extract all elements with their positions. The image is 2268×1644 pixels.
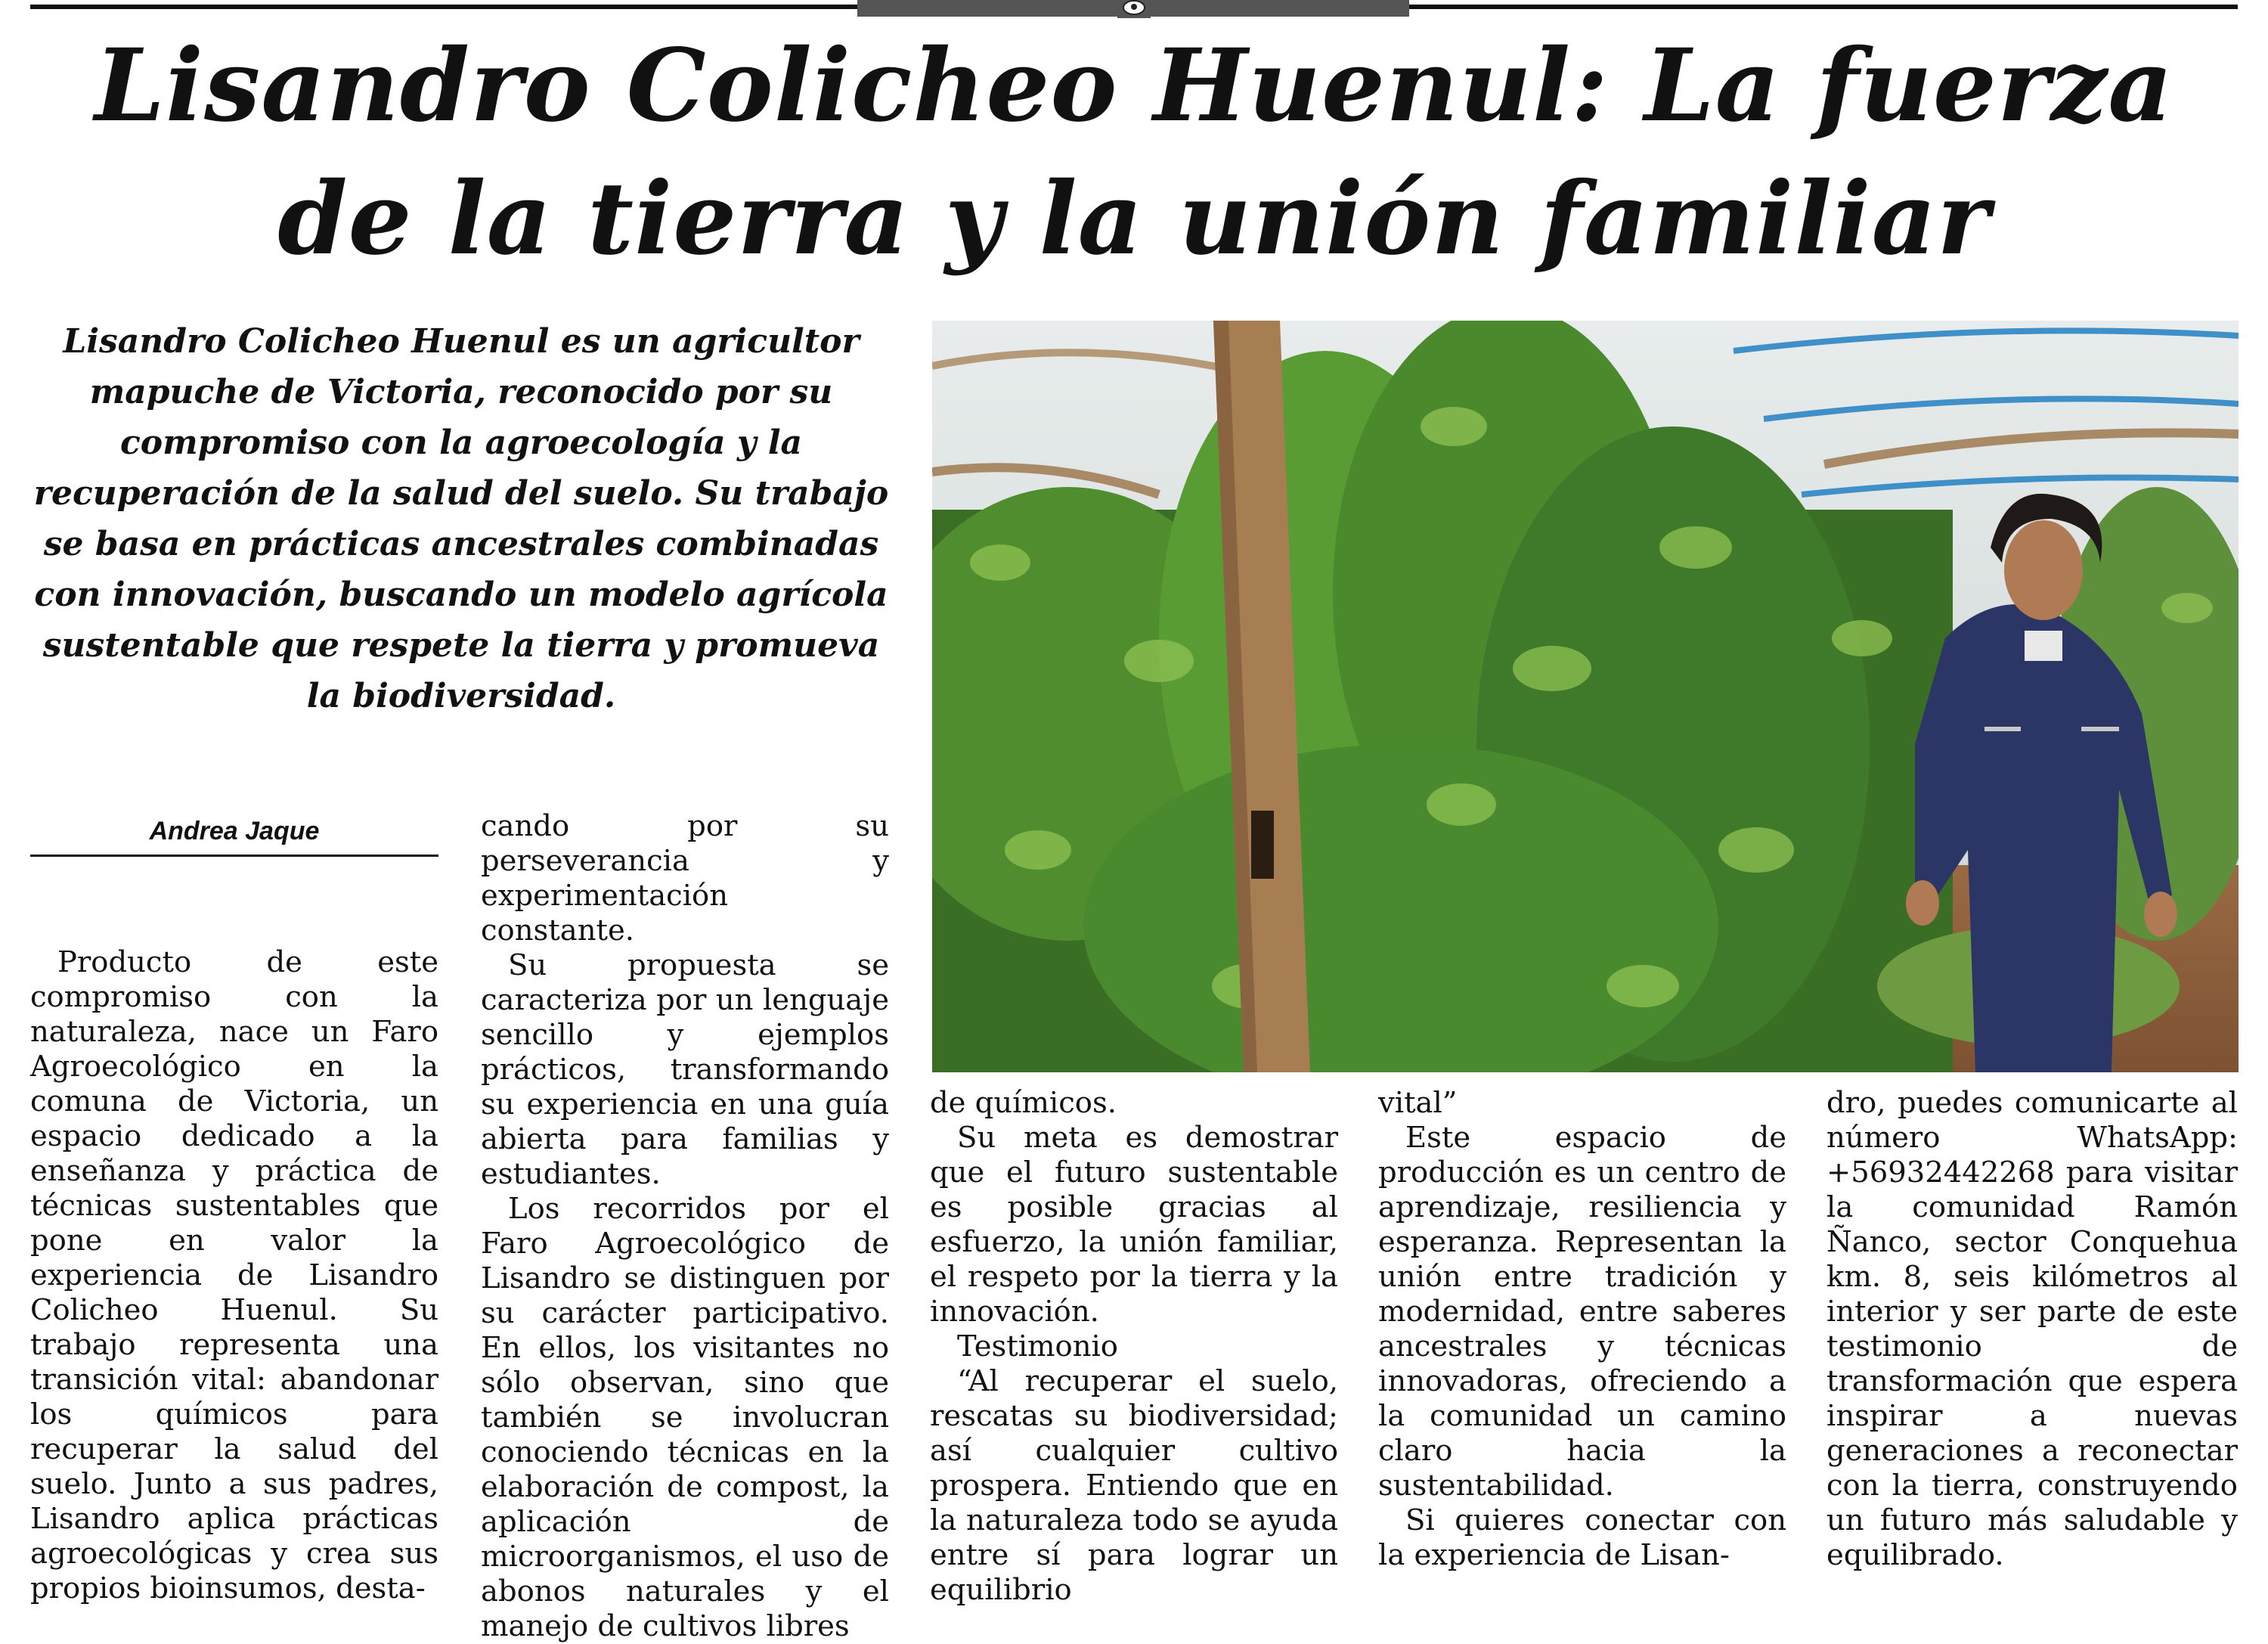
- body-column-4: [1378, 1086, 1786, 1573]
- paragraph: Su meta es demostrar que el futuro sustentable es posible gracias al esfuerzo, la unión familiar, el respeto por la tierra y la innovación.: [930, 1121, 1338, 1329]
- body-column-5: [1826, 1086, 2238, 1573]
- headline-line-1: Lisandro Colicheo Huenul: La fuerza: [94, 27, 2174, 144]
- byline-rule: [30, 855, 438, 857]
- paragraph: dro, puedes comunicarte al número WhatsApp: +56932442268 para visitar la comunidad Ramón Ñanco, sector Conquehua km. 8, seis kilómetros al interior y ser parte de este testimonio de transformación que espera inspirar a nuevas generaciones a reconectar con la tierra, construyendo un futuro más saludable y equilibrado.: [1826, 1086, 2238, 1572]
- paragraph: de químicos.: [930, 1086, 1117, 1120]
- top-rule-right: [1409, 5, 2238, 9]
- lede-paragraph: Lisandro Colicheo Huenul es un agricultor mapuche de Victoria, reconocido por su compromiso con la agroecología y la recuperación de la salud del suelo. Su trabajo se basa en prácticas ancestrales combinadas con innovación, buscando un modelo agrícola sustentable que respete la tierra y promueva la biodiversidad.: [33, 322, 889, 715]
- byline: Andrea Jaque: [149, 817, 320, 845]
- headline-line-2: de la tierra y la unión familiar: [277, 160, 1991, 278]
- body-column-1: [30, 945, 438, 1606]
- paragraph: Producto de este compromiso con la naturaleza, nace un Faro Agroecológico en la comuna de Victoria, un espacio dedicado a la enseñanza y práctica de técnicas sustentables que pone en valor la experiencia de Lisandro Colicheo Huenul. Su trabajo representa una transición vital: abandonar los químicos para recuperar la salud del suelo. Junto a sus padres, Lisandro aplica prácticas agroecológicas y crea sus propios bioinsumos, desta-: [30, 945, 438, 1605]
- paragraph: cando por su perseverancia y experimentación constante.: [481, 809, 889, 948]
- paragraph: Este espacio de producción es un centro de aprendizaje, resiliencia y esperanza. Representan la unión entre tradición y modernidad, entre saberes ancestrales y técnicas innovadoras, ofreciendo a la comunidad un camino claro hacia la sustentabilidad.: [1378, 1121, 1786, 1503]
- paragraph: Su propuesta se caracteriza por un lenguaje sencillo y ejemplos prácticos, transformando su experiencia en una guía abierta para familias y estudiantes.: [481, 948, 889, 1191]
- newspaper-seal-icon: [1117, 0, 1151, 18]
- top-rule-left: [30, 5, 857, 9]
- paragraph: Los recorridos por el Faro Agroecológico de Lisandro se distinguen por su carácter participativo. En ellos, los visitantes no sólo observan, sino que también se involucran conociendo técnicas en la elaboración de compost, la aplicación de microorganismos, el uso de abonos naturales y el manejo de cultivos libres: [481, 1192, 889, 1643]
- body-column-2: [481, 809, 889, 1644]
- subheading-testimonio: Testimonio: [957, 1329, 1118, 1363]
- quote-paragraph: “Al recuperar el suelo, rescatas su biodiversidad; así cualquier cultivo prospera. Entiendo que en la naturaleza todo se ayuda entre sí para lograr un equilibrio: [930, 1364, 1338, 1607]
- paragraph: vital”: [1378, 1086, 1458, 1120]
- article-photo: [932, 321, 2239, 1072]
- body-column-3: [930, 1086, 1338, 1608]
- paragraph: Si quieres conectar con la experiencia de Lisan-: [1378, 1503, 1786, 1572]
- headline: [30, 20, 2238, 286]
